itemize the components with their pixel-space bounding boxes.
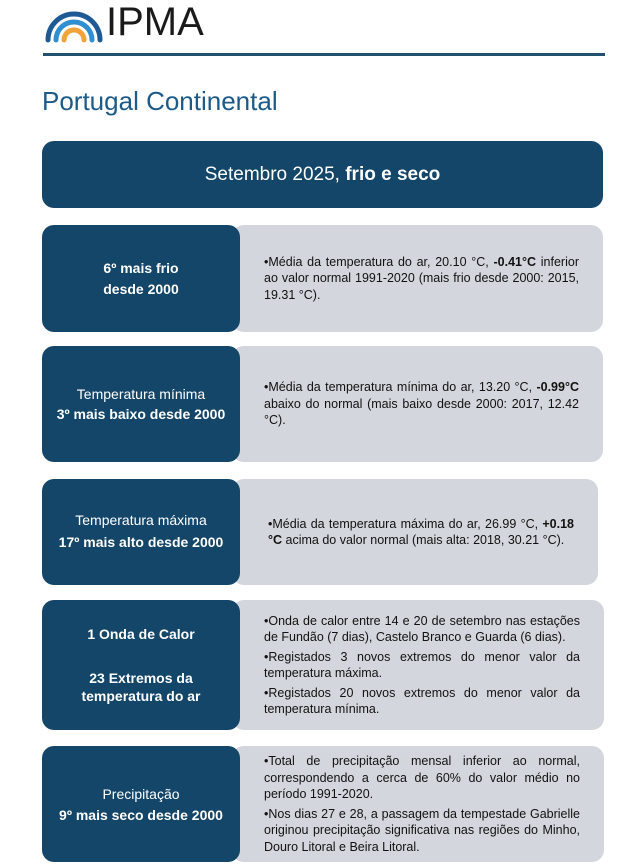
detail-text: acima do valor normal (mais alta: 2018, 30.21 °C). — [282, 533, 565, 547]
detail-paragraph — [264, 254, 579, 304]
stat-label-line1: 6º mais frio — [103, 260, 179, 276]
detail-text: •Média da temperatura máxima do ar, 26.99 °C, — [268, 516, 543, 531]
banner-highlight: frio e seco — [345, 163, 441, 185]
logo-text: IPMA — [106, 0, 204, 44]
detail-paragraph — [264, 379, 579, 429]
detail-paragraph: •Nos dias 27 e 28, a passagem da tempestade Gabrielle originou precipitação significativa nas regiões do Minho, Douro Litoral e Beira Litoral. — [264, 806, 580, 854]
stat-label-line2: desde 2000 — [103, 281, 179, 297]
stat-row-heatwave-extremes — [42, 600, 604, 730]
stat-label-box — [42, 600, 240, 730]
stat-row-min-temperature — [42, 346, 604, 462]
header — [0, 0, 630, 58]
stat-detail-box — [232, 600, 604, 730]
summary-banner — [42, 141, 603, 208]
header-divider — [43, 53, 605, 56]
detail-text: •Média da temperatura do ar, 20.10 °C, — [264, 254, 494, 269]
detail-text: abaixo do normal (mais baixo desde 2000: 2017, 12.42 °C). — [264, 396, 579, 428]
stat-label-box — [42, 346, 240, 462]
stat-label-line2: 17º mais alto desde 2000 — [58, 534, 224, 550]
ipma-logo-icon — [44, 2, 104, 44]
detail-paragraph: •Onda de calor entre 14 e 20 de setembro nas estações de Fundão (7 dias), Castelo Branco e Guarda (6 dias). — [264, 613, 580, 644]
stat-row-precipitation — [42, 746, 604, 862]
stat-label-line2: 23 Extremos da temperatura do ar — [81, 670, 201, 704]
stat-label-box — [42, 225, 240, 332]
stat-detail-box — [232, 746, 604, 862]
detail-paragraph — [268, 516, 574, 549]
detail-value: -0.41°C — [493, 254, 537, 269]
stat-label-box — [42, 479, 240, 585]
stat-label-line1: Temperatura máxima — [75, 512, 207, 528]
stat-detail-box — [232, 479, 598, 585]
stat-label-box — [42, 746, 240, 862]
detail-text: inferior ao valor normal 1991-2020 (mais frio desde 2000: 2015, 19.31 °C). — [264, 254, 579, 302]
detail-paragraph: •Registados 20 novos extremos do menor valor da temperatura mínima. — [264, 685, 580, 716]
stat-detail-box — [232, 225, 603, 332]
stat-label-line1: Temperatura mínima — [76, 386, 206, 402]
stat-row-max-temperature — [42, 479, 604, 585]
stat-detail-box — [232, 346, 603, 462]
stat-label-line1: Precipitação — [102, 785, 180, 802]
detail-paragraph: •Registados 3 novos extremos do menor valor da temperatura máxima. — [264, 649, 580, 680]
stat-label-line2: 9º mais seco desde 2000 — [59, 806, 223, 823]
detail-value: +0.18 °C — [268, 516, 574, 547]
detail-value: -0.99°C — [536, 380, 579, 395]
stat-label-line2: 3º mais baixo desde 2000 — [56, 406, 226, 422]
page-title: Portugal Continental — [42, 86, 278, 116]
detail-paragraph: •Total de precipitação mensal inferior ao normal, correspondendo a cerca de 60% do valor médio no período 1991-2020. — [264, 754, 580, 801]
banner-prefix: Setembro 2025, — [204, 163, 346, 185]
stat-row-mean-temperature — [42, 225, 604, 332]
detail-text: •Média da temperatura mínima do ar, 13.20 °C, — [264, 380, 537, 395]
stat-label-line1: 1 Onda de Calor — [87, 626, 195, 642]
